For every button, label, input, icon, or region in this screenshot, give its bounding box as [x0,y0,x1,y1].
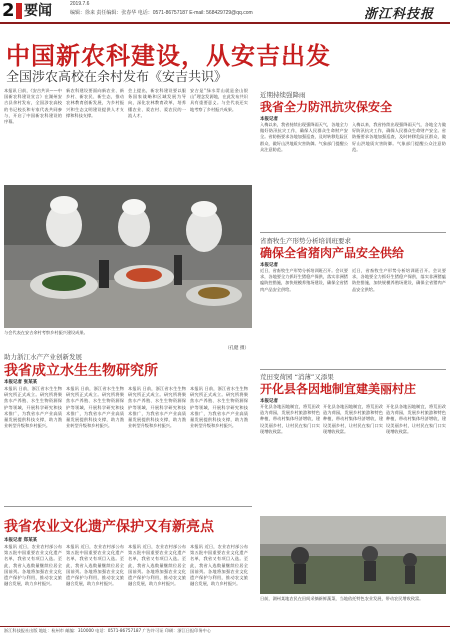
article-body: 入梅以来，我省持续出现强降雨天气，各地全力做好防汛抗灾工作，确保人民群众生命财产安全。省防指要求各地加强巡查，及时转移危险区群众，做好山洪地质灾害防御。气象部门提醒公众注意防范。 [352,122,446,152]
lead-article-column: 本报讯 日前，《安吉共识——中国新农科建设宣言》在湖州安吉县余村发布，全国涉农高校的书记校长和专家代表共同参与，开启了中国新农科建设的序幕。 [4,88,62,125]
article-kicker: 近期持续强降雨 [260,91,306,99]
article-byline: 本报记者 [260,263,278,268]
lead-article-column: 新农科建设要面向新农业、新乡村、新农民、新生态，推动农林教育创新发展，为乡村振兴和生态文明建设提供人才支撑和科技支撑。 [66,88,124,118]
article-byline: 本报记者 [260,399,278,404]
field-photo[interactable] [260,516,446,594]
farm-field-illustration [260,516,446,594]
lead-photo[interactable] [4,185,252,328]
header-rule [0,22,450,24]
footer: 浙江科技报社出版 地址：杭州市 邮编：310000 电话：0571-86757187 广告许可证 印刷：浙江日报印务中心 [4,628,211,633]
article-body: 本报讯 日前，浙江省水生生物研究所正式成立。研究所将聚焦水产养殖、水生生物资源保护等领域，开展科学研究和技术推广，为我省水产产业高质量发展提供科技支撑，助力渔业转型升级和乡村振兴。 [4,386,62,429]
page-number: 2 [2,0,15,21]
masthead [0,0,450,22]
article-body: 本报讯 日前，浙江省水生生物研究所正式成立。研究所将聚焦水产养殖、水生生物资源保护等领域，开展科学研究和技术推广，为我省水产产业高质量发展提供科技支撑，助力渔业转型升级和乡村振兴。 [190,386,248,429]
article-body: 本报讯 近日，农业农村部公布第五批中国重要农业文化遗产名单，我省又有项目入选。至此，我省入选数量继续位居全国前列。各地将加强农业文化遗产保护与利用，推动农文旅融合发展，助力乡村振兴。 [66,544,124,587]
article-body: 本报讯 日前，浙江省水生生物研究所正式成立。研究所将聚焦水产养殖、水生生物资源保护等领域，开展科学研究和技术推广，为我省水产产业高质量发展提供科技支撑，助力渔业转型升级和乡村振兴。 [128,386,186,429]
lead-article-column: 会上提出，新农科建设要以服务国家战略和区域发展为导向，深化农林教育改革，培养懂农业、爱农村、爱农民的一流人才。 [128,88,186,118]
photo-credit: （孔健 摄） [225,346,249,351]
article-body: 本报讯 日前，浙江省水生生物研究所正式成立。研究所将聚焦水产养殖、水生生物资源保护等领域，开展科学研究和技术推广，为我省水产产业高质量发展提供科技支撑，助力渔业转型升级和乡村振兴。 [66,386,124,429]
article-byline: 本报记者 [260,117,278,122]
lead-headline[interactable]: 中国新农科建设，从安吉出发 [6,42,331,70]
article-kicker: 荒田变荷园 “消薄”又添果 [260,373,334,381]
article-kicker: 省畜牧生产形势分析培训班要求 [260,237,351,245]
cooking-scene-illustration [4,185,252,328]
article-body: 开化县各地因地制宜，将荒田改造为荷园，发展乡村旅游和特色种植，带动村集体经济增收，建设美丽乡村，让村民在家门口实现增收致富。 [323,404,383,434]
article-body: 近日，省畜牧生产形势分析培训班召开。会议要求，各地要全力抓好生猪稳产保供，落实非洲猪瘟防控措施，加快规模养殖场建设，确保全省猪肉产品安全供给。 [260,268,348,292]
article-headline[interactable]: 确保全省猪肉产品安全供给 [260,246,405,260]
article-byline: 本报记者 张某某 [4,380,38,385]
article-body: 开化县各地因地制宜，将荒田改造为荷园，发展乡村旅游和特色种植，带动村集体经济增收，建设美丽乡村，让村民在家门口实现增收致富。 [260,404,320,434]
issue-date: 2019.7.6 [70,1,90,7]
divider [4,506,252,507]
article-headline[interactable]: 我省农业文化遗产保护又有新亮点 [4,519,214,535]
lead-article-column: 安吉是“绿水青山就是金山银山”理念发源地，在此发布共识具有重要意义。与会代表还实地考察了乡村振兴成果。 [190,88,248,112]
article-body: 本报讯 近日，农业农村部公布第五批中国重要农业文化遗产名单，我省又有项目入选。至此，我省入选数量继续位居全国前列。各地将加强农业文化遗产保护与利用，推动农文旅融合发展，助力乡村振兴。 [128,544,186,587]
article-body: 入梅以来，我省持续出现强降雨天气，各地全力做好防汛抗灾工作，确保人民群众生命财产安全。省防指要求各地加强巡查，及时转移危险区群众，做好山洪地质灾害防御。气象部门提醒公众注意防范。 [260,122,348,152]
editor-contact: 编辑：徐来 责任编辑：张春华 电话：0571-86757187 E-mail: 568429729@qq.com [70,10,253,16]
divider [260,369,446,370]
photo-caption: 与会代表在安吉余村考察乡村振兴建设成果。 [4,330,88,335]
section-color-bar [16,3,22,19]
lead-subhead: 全国涉农高校在余村发布《安吉共识》 [6,70,228,85]
article-body: 本报讯 近日，农业农村部公布第五批中国重要农业文化遗产名单，我省又有项目入选。至此，我省入选数量继续位居全国前列。各地将加强农业文化遗产保护与利用，推动农文旅融合发展，助力乡村振兴。 [4,544,62,587]
article-body: 开化县各地因地制宜，将荒田改造为荷园，发展乡村旅游和特色种植，带动村集体经济增收，建设美丽乡村，让村民在家门口实现增收致富。 [386,404,446,434]
article-headline[interactable]: 我省成立水生生物研究所 [4,363,158,379]
article-headline[interactable]: 开化县各因地制宜建美丽村庄 [260,382,417,396]
footer-rule [0,626,450,627]
photo-caption: 日前，湖州某地农民在田间采摘新鲜蔬菜，当地依托特色农业发展，带动农民增收致富。 [260,596,424,601]
paper-logo: 浙江科技报 [364,7,435,22]
article-kicker: 助力浙江水产产业创新发展 [4,353,82,361]
article-byline: 本报记者 郑某某 [4,538,38,543]
divider [260,232,446,233]
article-body: 本报讯 近日，农业农村部公布第五批中国重要农业文化遗产名单，我省又有项目入选。至此，我省入选数量继续位居全国前列。各地将加强农业文化遗产保护与利用，推动农文旅融合发展，助力乡村振兴。 [190,544,248,587]
article-headline[interactable]: 我省全力防汛抗灾保安全 [260,100,393,114]
section-title: 要闻 [24,3,52,19]
article-body: 近日，省畜牧生产形势分析培训班召开。会议要求，各地要全力抓好生猪稳产保供，落实非洲猪瘟防控措施，加快规模养殖场建设，确保全省猪肉产品安全供给。 [352,268,446,292]
